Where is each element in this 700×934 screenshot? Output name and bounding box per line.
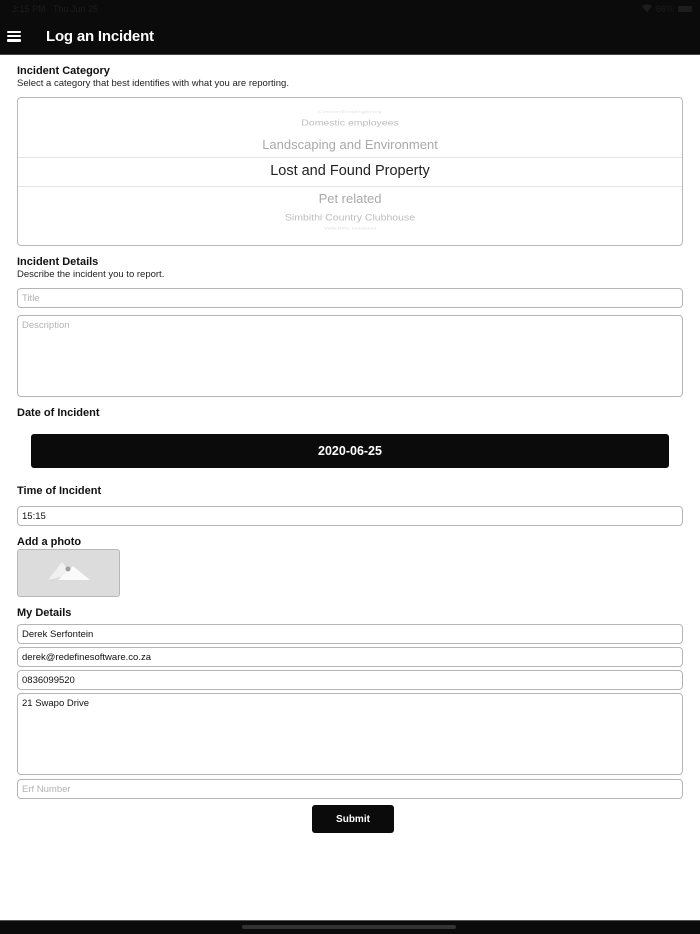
wifi-icon bbox=[642, 4, 652, 14]
picker-option[interactable]: Pet related bbox=[318, 191, 382, 206]
my-details-label: My Details bbox=[17, 607, 72, 619]
phone-input[interactable]: 0836099520 bbox=[17, 670, 683, 690]
category-section-header bbox=[17, 65, 289, 89]
battery-percent: 66% bbox=[655, 4, 674, 14]
description-textarea[interactable]: Description bbox=[17, 315, 683, 397]
nav-bar bbox=[0, 18, 700, 55]
photo-label: Add a photo bbox=[17, 536, 82, 548]
status-bar bbox=[0, 0, 700, 18]
date-picker-button[interactable]: 2020-06-25 bbox=[31, 434, 669, 468]
time-input[interactable]: 15:15 bbox=[17, 506, 683, 526]
erf-number-input[interactable]: Erf Number bbox=[17, 779, 683, 799]
status-right bbox=[642, 4, 692, 14]
status-time: 3:15 PM bbox=[12, 4, 46, 14]
status-date: Thu Jun 25 bbox=[53, 4, 99, 14]
picker-option-selected[interactable]: Lost and Found Property bbox=[270, 163, 430, 179]
picker-selection-top-line bbox=[18, 157, 682, 158]
picker-option[interactable]: Landscaping and Environment bbox=[262, 137, 438, 152]
hamburger-menu-icon[interactable] bbox=[7, 31, 21, 42]
time-label: Time of Incident bbox=[17, 485, 102, 497]
page-title: Log an Incident bbox=[46, 27, 154, 45]
category-picker[interactable] bbox=[17, 97, 683, 246]
battery-icon bbox=[678, 6, 692, 12]
picker-option[interactable]: Wildlife related bbox=[323, 226, 377, 231]
address-textarea[interactable]: 21 Swapo Drive bbox=[17, 693, 683, 775]
category-title: Incident Category bbox=[17, 65, 110, 77]
title-input[interactable]: Title bbox=[17, 288, 683, 308]
picker-option[interactable]: Domestic employees bbox=[301, 118, 399, 128]
picker-option[interactable]: Crime/Emergency bbox=[317, 109, 382, 114]
name-input[interactable]: Derek Serfontein bbox=[17, 624, 683, 644]
home-indicator[interactable] bbox=[242, 925, 456, 929]
home-bar-area bbox=[0, 920, 700, 934]
submit-button[interactable]: Submit bbox=[312, 805, 394, 833]
details-title: Incident Details bbox=[17, 256, 99, 268]
details-section-header bbox=[17, 256, 164, 280]
email-input[interactable]: derek@redefinesoftware.co.za bbox=[17, 647, 683, 667]
picker-option[interactable]: Simbithi Country Clubhouse bbox=[284, 212, 416, 224]
picker-selection-bottom-line bbox=[18, 186, 682, 187]
category-subtitle: Select a category that best identifies with what you are reporting. bbox=[17, 78, 289, 89]
date-label: Date of Incident bbox=[17, 407, 100, 419]
details-subtitle: Describe the incident you to report. bbox=[17, 269, 165, 280]
image-placeholder-icon bbox=[48, 560, 90, 585]
status-left bbox=[12, 4, 98, 14]
add-photo-button[interactable] bbox=[17, 549, 120, 597]
